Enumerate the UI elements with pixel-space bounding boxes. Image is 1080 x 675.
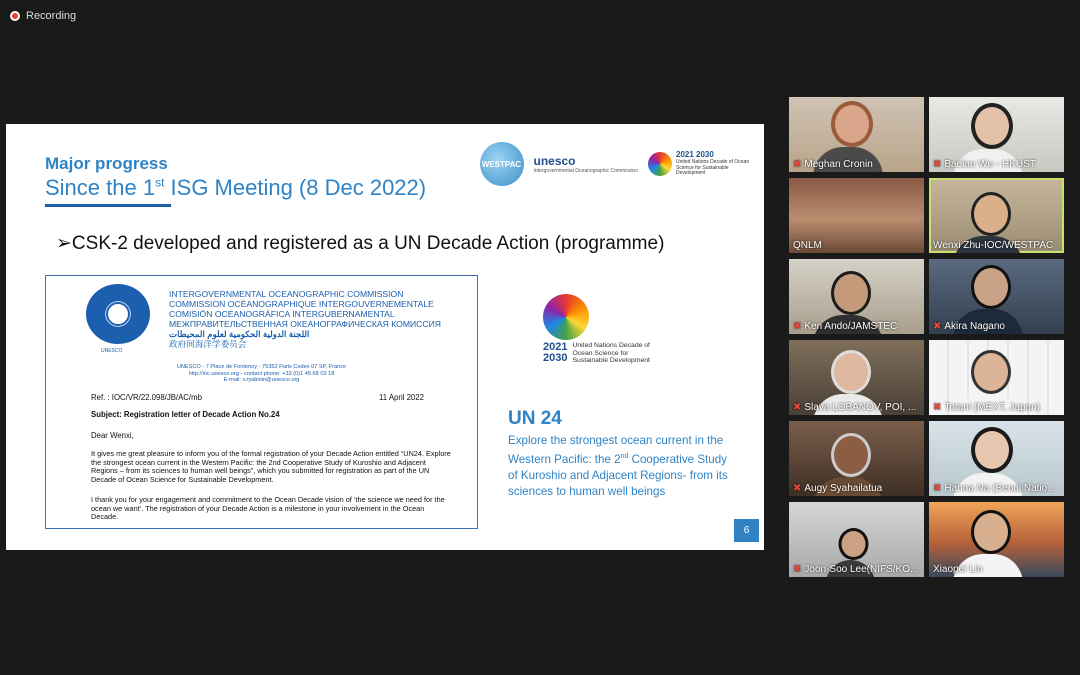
partner-logos [480, 142, 751, 186]
decade-wheel-icon [543, 294, 589, 340]
slide-bullet: ➢CSK-2 developed and registered as a UN Decade Action (programme) [56, 233, 665, 254]
letter-subject: Subject: Registration letter of Decade Action No.24 [91, 410, 280, 419]
ocean-decade-logo-large: 2021 2030 United Nations Decade of Ocean Science for Sustainable Development [543, 294, 652, 365]
slide-heading: Major progress [45, 154, 168, 173]
mic-muted-icon: ✖ [793, 564, 802, 575]
participant-tile[interactable] [929, 340, 1064, 415]
mic-muted-icon: ✖ [793, 483, 802, 494]
mic-muted-icon: ✖ [933, 483, 942, 494]
participant-name: Ken Ando/JAMSTEC [804, 321, 898, 332]
mic-muted-icon: ✖ [793, 321, 802, 332]
letter-salutation: Dear Wenxi, [91, 431, 134, 440]
registration-letter-image [45, 275, 478, 529]
slide-page-number: 6 [734, 519, 759, 542]
ioc-address: UNESCO - 7 Place de Fontenoy - 75352 Paris Cedex 07 SP, France http://ioc.unesco.org - contact phone: +33 (0)1 45 68 03 18 E-mail: v.ryabinin@unesco.org [176, 364, 347, 383]
participant-tile[interactable] [789, 421, 924, 496]
participant-name: Joon-Soo Lee(NIFS/KO... [804, 564, 919, 575]
participant-name: Wenxi Zhu-IOC/WESTPAC [933, 240, 1054, 251]
participant-name: QNLM [793, 240, 822, 251]
participant-tile[interactable] [929, 259, 1064, 334]
mic-muted-icon: ✖ [793, 402, 802, 413]
un24-description: Explore the strongest ocean current in the Western Pacific: the 2nd Cooperative Study of Kuroshio and Adjacent Regions- from its sciences to human well beings [508, 434, 728, 498]
participant-tile[interactable] [929, 97, 1064, 172]
letter-paragraph-2: I thank you for your engagement and commitment to the Ocean Decade vision of ‘the science we need for the ocean we want’. The registration of your Decade Action is a milestone in your involvement in the Ocean Decade. [91, 495, 445, 522]
recording-indicator [10, 10, 76, 22]
recording-label: Recording [26, 10, 77, 22]
heading-underline [45, 204, 171, 207]
letter-paragraph-1: It gives me great pleasure to inform you of the formal registration of your Decade Action entitled “UN24. Explore the strongest ocean current in the Western Pacific: the 2nd Cooperative Study of Kuroshio and Adjacent Regions – from its sciences to human well beings”, which you submitted for registration as part of the UN Decade of Ocean Science for Sustainable Development. [91, 449, 451, 484]
participant-name: Hanna Na (Seoul Natio... [944, 483, 1056, 494]
participant-name: Meghan Cronin [804, 159, 873, 170]
participant-tile[interactable] [929, 421, 1064, 496]
participant-name: Akira Nagano [944, 321, 1005, 332]
participant-tile[interactable] [789, 502, 924, 577]
slide-subheading: Since the 1st ISG Meeting (8 Dec 2022) [45, 175, 427, 200]
participant-tile[interactable] [789, 178, 924, 253]
unesco-logo: unesco Intergovernmental Oceanographic Commission [533, 154, 638, 174]
westpac-logo: WESTPAC [480, 142, 524, 186]
shared-slide [6, 124, 764, 550]
letter-ref: Ref. : IOC/VR/22.098/JB/AC/mb [91, 393, 202, 402]
participant-tile[interactable] [789, 97, 924, 172]
ioc-logo-label: UNESCO [101, 348, 123, 354]
mic-muted-icon: ✖ [933, 159, 942, 170]
participant-tile[interactable] [789, 340, 924, 415]
letter-date: 11 April 2022 [379, 393, 424, 402]
participant-name: Totani (MEXT, Japan) [944, 402, 1040, 413]
ioc-org-names: INTERGOVERNMENTAL OCEANOGRAPHIC COMMISSION COMMISSION OCÉANOGRAPHIQUE INTERGOUVERNEMENTALE COMISIÓN OCEANOGRÁFICA INTERGUBERNAMENTAL МЕЖПРАВИТЕЛЬСТВЕННАЯ ОКЕАНОГРАФИЧЕСКАЯ КОМИССИЯ اللجنة الدولية الحكومية لعلوم المحيطات 政府间海洋学委员会 [169, 289, 441, 349]
participant-name: Baolan Wu - HKUST [944, 159, 1036, 170]
participant-name: Augy Syahailatua [804, 483, 883, 494]
mic-muted-icon: ✖ [933, 402, 942, 413]
participant-tile-active-speaker[interactable] [929, 178, 1064, 253]
participant-name: Xiaopei Lin [933, 564, 983, 575]
mic-muted-icon: ✖ [793, 159, 802, 170]
un24-title: UN 24 [508, 408, 562, 429]
mic-muted-icon: ✖ [933, 321, 942, 332]
ioc-globe-logo-icon [86, 284, 150, 344]
ocean-decade-logo: 2021 2030 United Nations Decade of Ocean Science for Sustainable Development [648, 151, 750, 177]
participant-tile[interactable] [929, 502, 1064, 577]
record-icon [10, 11, 20, 21]
participant-name: Slava LOBANOV, POI, ... [804, 402, 917, 413]
participant-tile[interactable] [789, 259, 924, 334]
decade-wheel-icon [648, 152, 672, 176]
